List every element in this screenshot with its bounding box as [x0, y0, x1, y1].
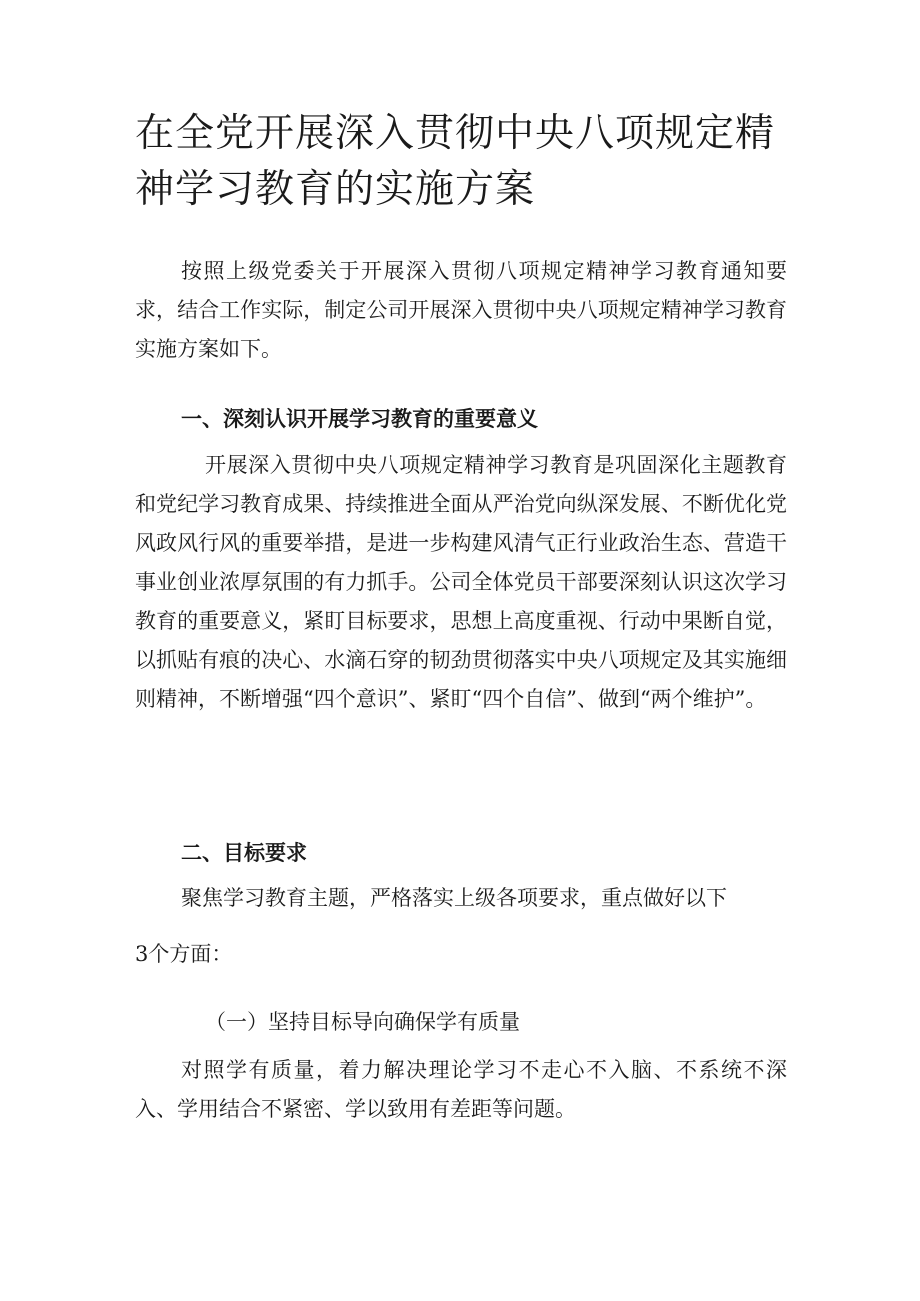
subsection-1-paragraph: 对照学有质量，着力解决理论学习不走心不入脑、不系统不深入、学用结合不紧密、学以致用有差距等问题。	[135, 1058, 787, 1121]
section-1-paragraph: 开展深入贯彻中央八项规定精神学习教育是巩固深化主题教育和党纪学习教育成果、持续推进全面从严治党向纵深发展、不断优化党风政风行风的重要举措，是进一步构建风清气正行业政治生态、营造干事业创业浓厚氛围的有力抓手。公司全体党员干部要深刻认识这次学习教育的重要意义，紧盯目标要求，思想上高度重视、行动中果断自觉，以抓贴有痕的决心、水滴石穿的韧劲贯彻落实中央八项规定及其实施细则精神，不断增强“四个意识”、紧盯“四个自信”、做到“两个维护”。	[135, 453, 787, 711]
section-2-paragraph-line-1: 聚焦学习教育主题，严格落实上级各项要求，重点做好以下	[181, 886, 727, 910]
document-title: 在全党开展深入贯彻中央八项规定精神学习教育的实施方案	[135, 111, 776, 212]
subsection-1-heading: （一）坚持目标导向确保学有质量	[205, 1010, 520, 1034]
intro-paragraph: 按照上级党委关于开展深入贯彻八项规定精神学习教育通知要求，结合工作实际，制定公司开展深入贯彻中央八项规定精神学习教育实施方案如下。	[135, 259, 787, 361]
section-1-heading: 一、深刻认识开展学习教育的重要意义	[181, 406, 538, 431]
section-2-paragraph-line-2: 3个方面：	[135, 942, 233, 966]
section-2-heading: 二、目标要求	[181, 840, 307, 865]
